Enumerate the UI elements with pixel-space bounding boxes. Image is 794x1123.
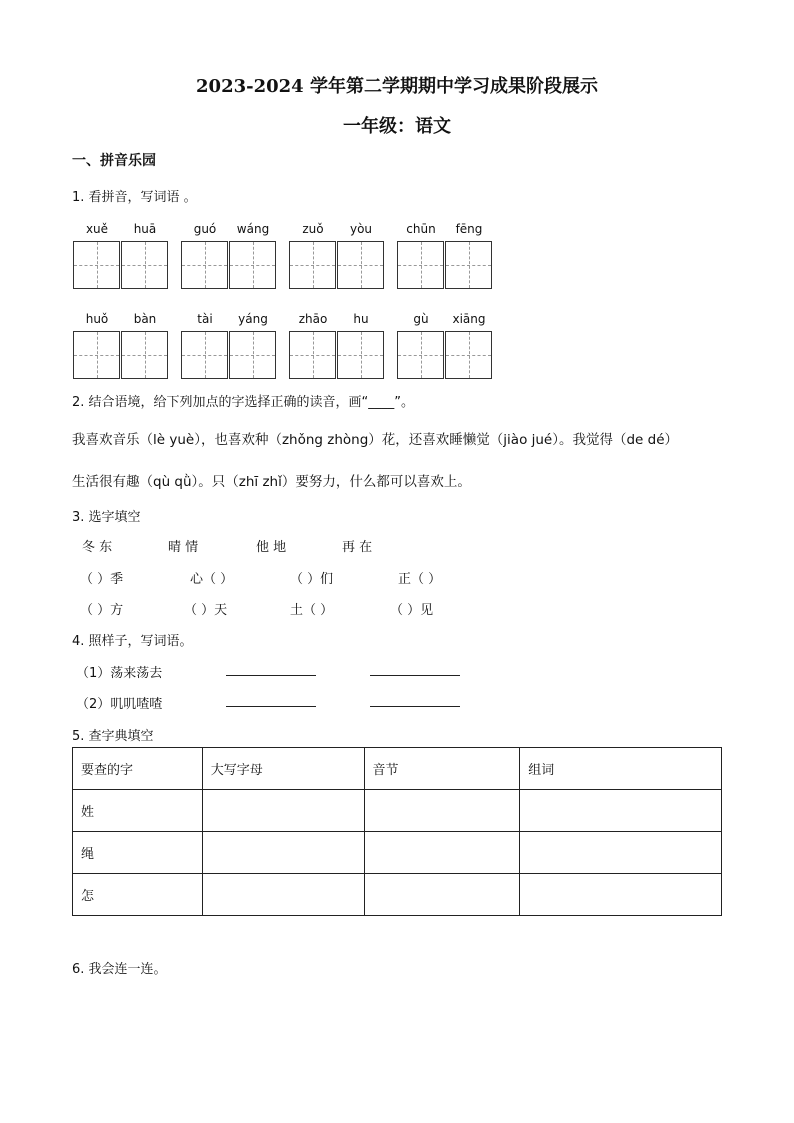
writing-box[interactable] [73,241,120,289]
char-choice: 冬 东 [82,540,113,555]
writing-box[interactable] [181,331,228,379]
answer-line[interactable] [370,706,460,707]
lookup-char: 怎 [73,874,203,916]
writing-box[interactable] [121,331,168,379]
q1-prompt: 1. 看拼音，写词语 。 [72,190,197,205]
table-row [73,874,722,916]
pinyin-label: tài [197,312,213,326]
header-cell: 要查的字 [73,748,203,790]
q4-prompt: 4. 照样子，写词语。 [72,634,193,649]
q6-prompt: 6. 我会连一连。 [72,962,167,977]
pinyin-label: yòu [349,222,373,236]
header-cell: 音节 [364,748,520,790]
pinyin-label: xiāng [452,312,486,326]
writing-box[interactable] [73,331,120,379]
fill-blank[interactable]: 正（ ） [398,572,442,587]
pinyin-label: gù [413,312,429,326]
answer-line[interactable] [226,675,316,676]
answer-cell[interactable] [202,790,364,832]
answer-cell[interactable] [202,832,364,874]
answer-cell[interactable] [364,832,520,874]
answer-cell[interactable] [520,874,722,916]
pinyin-label: fēng [455,222,483,236]
example-word: （2）叽叽喳喳 [76,697,163,712]
answer-line[interactable] [370,675,460,676]
page-subtitle: 一年级：语文 [343,116,451,137]
q2-sentence-line: 生活很有趣（qù qǜ）。只（zhī zhǐ）要努力，什么都可以喜欢上。 [72,474,471,490]
writing-box[interactable] [337,331,384,379]
fill-blank[interactable]: （ ）天 [184,603,228,618]
writing-box[interactable] [121,241,168,289]
fill-blank[interactable]: （ ）方 [80,603,124,618]
header-cell: 大写字母 [202,748,364,790]
answer-cell[interactable] [364,790,520,832]
writing-box[interactable] [445,331,492,379]
pinyin-label: wáng [236,222,270,236]
writing-box[interactable] [181,241,228,289]
answer-cell[interactable] [202,874,364,916]
fill-blank[interactable]: （ ）们 [290,572,334,587]
header-cell: 组词 [520,748,722,790]
writing-box[interactable] [229,241,276,289]
fill-blank[interactable]: （ ）季 [80,572,124,587]
pinyin-label: hu [353,312,369,326]
pinyin-label: xuě [85,222,109,236]
writing-box[interactable] [445,241,492,289]
pinyin-label: huǒ [85,312,109,326]
writing-box[interactable] [289,241,336,289]
pinyin-label: zhāo [298,312,328,326]
writing-box[interactable] [229,331,276,379]
q2-sentence-line: 我喜欢音乐（lè yuè），也喜欢种（zhǒng zhòng）花，还喜欢睡懒觉（jiào jué）。我觉得（de dé） [72,432,679,448]
char-choice: 再 在 [342,540,373,555]
char-choice: 他 地 [256,540,287,555]
pinyin-label: guó [193,222,217,236]
page-title: 2023-2024 学年第二学期期中学习成果阶段展示 [196,76,598,97]
writing-box[interactable] [289,331,336,379]
example-word: （1）荡来荡去 [76,666,163,681]
table-header-row [73,748,722,790]
writing-box[interactable] [397,331,444,379]
char-choice: 晴 情 [168,540,199,555]
section-heading: 一、拼音乐园 [72,153,156,169]
answer-cell[interactable] [520,790,722,832]
writing-box[interactable] [397,241,444,289]
answer-cell[interactable] [364,874,520,916]
pinyin-label: bàn [133,312,157,326]
lookup-char: 姓 [73,790,203,832]
fill-blank[interactable]: 土（ ） [290,603,334,618]
fill-blank[interactable]: 心（ ） [190,572,234,587]
dictionary-table [72,747,722,916]
pinyin-label: huā [133,222,157,236]
q2-prompt: 2. 结合语境，给下列加点的字选择正确的读音，画“____”。 [72,395,415,410]
pinyin-label: zuǒ [302,222,324,236]
table-row [73,832,722,874]
writing-box[interactable] [337,241,384,289]
answer-line[interactable] [226,706,316,707]
answer-cell[interactable] [520,832,722,874]
q5-prompt: 5. 查字典填空 [72,729,154,744]
lookup-char: 绳 [73,832,203,874]
pinyin-label: chūn [406,222,436,236]
fill-blank[interactable]: （ ）见 [390,603,434,618]
table-row [73,790,722,832]
pinyin-label: yáng [238,312,268,326]
q3-prompt: 3. 选字填空 [72,510,141,525]
